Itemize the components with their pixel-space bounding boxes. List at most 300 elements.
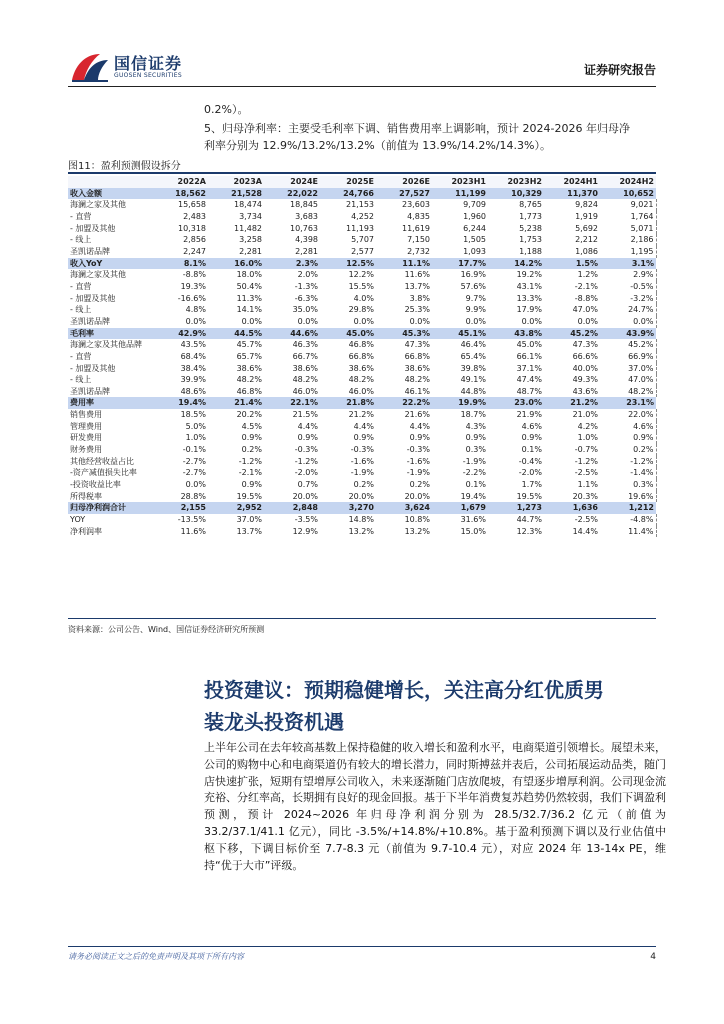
table-cell: 2.9% — [600, 269, 656, 281]
table-cell: -4.8% — [600, 514, 656, 526]
table-cell: 39.9% — [180, 375, 206, 385]
table-cell: 48.7% — [516, 386, 542, 396]
table-cell: 1,273 — [488, 502, 544, 514]
table-cell: -0.1% — [182, 445, 206, 455]
section-headline — [204, 674, 674, 738]
table-cell: 0.1% — [521, 445, 542, 455]
table-cell: 45.1% — [432, 328, 488, 340]
row-label: 研发费用 — [70, 433, 102, 443]
table-cell: 9.9% — [465, 305, 486, 315]
table-cell: -2.0% — [294, 468, 318, 478]
table-cell: 19.9% — [432, 397, 488, 409]
table-cell: 24.7% — [600, 304, 656, 316]
table-cell: 1,636 — [544, 502, 600, 514]
table-cell: 0.3% — [465, 445, 486, 455]
table-cell: 23,603 — [402, 200, 430, 210]
table-cell: 5,707 — [351, 235, 374, 245]
column-header: 2024H1 — [544, 176, 600, 188]
table-cell: 18.7% — [460, 410, 486, 420]
table-cell: 20.0% — [404, 491, 430, 501]
table-cell: 11,619 — [402, 223, 430, 233]
table-section-row — [68, 502, 656, 514]
table-cell: -2.7% — [182, 456, 206, 466]
table-cell: 17.7% — [432, 258, 488, 270]
table-cell: 8.1% — [152, 258, 208, 270]
table-cell: 37.0% — [600, 363, 656, 375]
row-label: 海澜之家及其他 — [70, 200, 126, 210]
table-cell: 1,188 — [519, 246, 542, 256]
table-cell: 13.7% — [236, 526, 262, 536]
row-label: - 线上 — [70, 235, 92, 245]
table-cell: -1.2% — [600, 456, 656, 468]
table-cell: 48.2% — [348, 375, 374, 385]
table-cell: 46.4% — [460, 340, 486, 350]
table-cell: -1.2% — [294, 456, 318, 466]
table-cell: -2.0% — [518, 468, 542, 478]
intro-line-2: 5、归母净利率：主要受毛利率下调、销售费用率上调影响，预计 2024-2026 年归母净 — [204, 122, 630, 135]
table-cell: 1,764 — [600, 211, 656, 223]
table-cell: 21.8% — [320, 397, 376, 409]
table-cell: 2,186 — [600, 234, 656, 246]
table-cell: 2,483 — [183, 211, 206, 221]
table-cell: -13.5% — [177, 515, 206, 525]
column-header: 2023H1 — [432, 176, 488, 188]
table-cell: -1.9% — [406, 468, 430, 478]
table-cell: 10.8% — [404, 515, 430, 525]
table-cell: 46.1% — [404, 386, 430, 396]
table-cell: 11,193 — [346, 223, 374, 233]
table-cell: 16.0% — [208, 258, 264, 270]
table-cell: 48.2% — [292, 375, 318, 385]
table-cell: 65.4% — [460, 351, 486, 361]
table-cell: 0.9% — [600, 432, 656, 444]
table-row — [68, 363, 656, 375]
table-cell: 0.2% — [409, 480, 430, 490]
figure-top-rule — [68, 172, 656, 174]
table-row — [68, 199, 656, 211]
logo-english-name: GUOSEN SECURITIES — [114, 72, 183, 79]
table-cell: 19.3% — [180, 281, 206, 291]
row-label: 费用率 — [68, 397, 152, 409]
table-cell: 48.2% — [600, 386, 656, 398]
table-cell: 47.0% — [600, 374, 656, 386]
table-cell: -0.3% — [294, 445, 318, 455]
table-cell: 57.6% — [460, 281, 486, 291]
column-header: 2023A — [208, 176, 264, 188]
table-cell: 1,505 — [463, 235, 486, 245]
table-cell: 4.6% — [600, 421, 656, 433]
table-cell: 21,153 — [346, 200, 374, 210]
table-cell: 39.8% — [460, 363, 486, 373]
table-cell: -1.3% — [294, 281, 318, 291]
column-header — [68, 176, 152, 188]
table-cell: 22.1% — [264, 397, 320, 409]
table-section-row — [68, 188, 656, 200]
section-headline-line-1: 投资建议：预期稳健增长，关注高分红优质男 — [204, 678, 604, 702]
table-cell: 21,528 — [208, 188, 264, 200]
table-cell: 2,212 — [575, 235, 598, 245]
row-label: 海澜之家及其他品牌 — [70, 340, 142, 350]
table-cell: 3,270 — [320, 502, 376, 514]
table-cell: -0.5% — [600, 281, 656, 293]
figure-title: 图11：盈利预测假设拆分 — [68, 161, 181, 172]
table-cell: 24,766 — [320, 188, 376, 200]
table-cell: 1.1% — [577, 480, 598, 490]
table-cell: 0.0% — [465, 316, 486, 326]
row-label: 圣凯诺品牌 — [70, 316, 110, 326]
table-cell: 3,258 — [239, 235, 262, 245]
table-row — [68, 386, 656, 398]
table-cell: 12.2% — [348, 270, 374, 280]
table-cell: 1,773 — [519, 211, 542, 221]
table-cell: 13.7% — [404, 281, 430, 291]
table-cell: -2.5% — [574, 515, 598, 525]
table-cell: 46.8% — [236, 386, 262, 396]
table-cell: -1.9% — [350, 468, 374, 478]
table-cell: 10,652 — [600, 188, 656, 200]
table-cell: 49.3% — [572, 375, 598, 385]
table-cell: 66.6% — [572, 351, 598, 361]
table-cell: 46.8% — [348, 340, 374, 350]
table-cell: 4.8% — [185, 305, 206, 315]
table-cell: 11.6% — [180, 526, 206, 536]
table-row — [68, 339, 656, 351]
table-cell: 46.0% — [348, 386, 374, 396]
table-cell: 1,212 — [600, 502, 656, 514]
table-cell: 4.4% — [297, 421, 318, 431]
row-label: 净利润率 — [70, 526, 102, 536]
table-cell: 21.2% — [544, 397, 600, 409]
table-cell: 2,281 — [239, 246, 262, 256]
row-label: 圣凯诺品牌 — [70, 246, 110, 256]
table-cell: 66.8% — [404, 351, 430, 361]
table-cell: 23.1% — [600, 397, 656, 409]
table-cell: -1.9% — [462, 456, 486, 466]
table-cell: 0.0% — [600, 316, 656, 328]
table-cell: 10,763 — [290, 223, 318, 233]
table-cell: 21.0% — [572, 410, 598, 420]
table-cell: -1.6% — [350, 456, 374, 466]
table-cell: 19.6% — [600, 491, 656, 503]
row-label: 其他经营收益占比 — [70, 456, 134, 466]
table-cell: 0.0% — [185, 480, 206, 490]
table-cell: 9,709 — [463, 200, 486, 210]
table-cell: 1.5% — [544, 258, 600, 270]
table-cell: 19.5% — [516, 491, 542, 501]
table-cell: 11,199 — [432, 188, 488, 200]
row-label: - 加盟及其他 — [70, 293, 116, 303]
table-row — [68, 479, 656, 491]
intro-line-1: 0.2%）。 — [204, 103, 249, 116]
table-cell: 38.6% — [292, 363, 318, 373]
row-label: - 线上 — [70, 305, 92, 315]
table-cell: 45.0% — [320, 328, 376, 340]
table-cell: 6,244 — [463, 223, 486, 233]
table-cell: 47.3% — [404, 340, 430, 350]
table-cell: 27,527 — [376, 188, 432, 200]
table-cell: 1,195 — [600, 246, 656, 258]
table-cell: 2,247 — [183, 246, 206, 256]
table-cell: 28.8% — [180, 491, 206, 501]
table-cell: 45.2% — [600, 339, 656, 351]
table-cell: 44.5% — [208, 328, 264, 340]
table-cell: 2,732 — [407, 246, 430, 256]
table-cell: 18,845 — [290, 200, 318, 210]
table-row — [68, 421, 656, 433]
table-cell: 11.6% — [404, 270, 430, 280]
table-cell: 0.0% — [241, 316, 262, 326]
table-section-row — [68, 328, 656, 340]
table-cell: 13.2% — [404, 526, 430, 536]
table-row — [68, 351, 656, 363]
table-cell: 45.2% — [544, 328, 600, 340]
table-cell: 13.2% — [348, 526, 374, 536]
row-label: YOY — [70, 515, 86, 525]
table-row — [68, 526, 656, 538]
table-cell: 2.0% — [297, 270, 318, 280]
table-cell: 44.6% — [264, 328, 320, 340]
table-cell: -2.7% — [182, 468, 206, 478]
table-cell: 31.6% — [460, 515, 486, 525]
row-label: 管理费用 — [70, 421, 102, 431]
column-header: 2024H2 — [600, 176, 656, 188]
table-cell: -2.5% — [574, 468, 598, 478]
table-cell: 2,577 — [351, 246, 374, 256]
table-cell: 3,683 — [295, 211, 318, 221]
table-cell: 2,281 — [295, 246, 318, 256]
table-cell: 0.1% — [465, 480, 486, 490]
table-section-row — [68, 397, 656, 409]
table-row — [68, 281, 656, 293]
table-cell: -8.8% — [182, 270, 206, 280]
table-cell: 17.9% — [516, 305, 542, 315]
column-header: 2024E — [264, 176, 320, 188]
table-cell: 21.2% — [348, 410, 374, 420]
table-cell: 0.9% — [297, 433, 318, 443]
figure-source: 资料来源：公司公告、Wind、国信证券经济研究所预测 — [68, 625, 265, 634]
table-cell: 0.9% — [241, 480, 262, 490]
row-label: - 加盟及其他 — [70, 223, 116, 233]
row-label: - 直营 — [70, 281, 92, 291]
table-cell: 12.5% — [320, 258, 376, 270]
row-label: - 直营 — [70, 351, 92, 361]
table-row — [68, 223, 656, 235]
row-label: - 线上 — [70, 375, 92, 385]
table-cell: 43.9% — [600, 328, 656, 340]
row-label: 海澜之家及其他 — [70, 270, 126, 280]
table-cell: 20.0% — [292, 491, 318, 501]
column-header: 2023H2 — [488, 176, 544, 188]
table-cell: 12.3% — [516, 526, 542, 536]
table-cell: 35.0% — [292, 305, 318, 315]
table-cell: 1.2% — [577, 270, 598, 280]
table-cell: -3.5% — [294, 515, 318, 525]
table-cell: -3.2% — [600, 293, 656, 305]
row-label: 所得税率 — [70, 491, 102, 501]
column-header: 2026E — [376, 176, 432, 188]
table-row — [68, 409, 656, 421]
table-cell: 11,482 — [234, 223, 262, 233]
table-cell: 0.0% — [577, 316, 598, 326]
table-cell: 14.1% — [236, 305, 262, 315]
table-cell: 4,398 — [295, 235, 318, 245]
table-cell: 45.3% — [376, 328, 432, 340]
table-cell: 0.9% — [521, 433, 542, 443]
table-cell: 4,835 — [407, 211, 430, 221]
table-cell: -0.7% — [574, 445, 598, 455]
table-cell: -2.1% — [574, 281, 598, 291]
table-cell: 19.4% — [460, 491, 486, 501]
table-row — [68, 211, 656, 223]
table-cell: 21.4% — [208, 397, 264, 409]
table-cell: 3.8% — [409, 293, 430, 303]
table-cell: -6.3% — [294, 293, 318, 303]
table-cell: 65.7% — [236, 351, 262, 361]
table-cell: 0.0% — [185, 316, 206, 326]
row-label: 销售费用 — [70, 410, 102, 420]
table-row — [68, 269, 656, 281]
table-cell: 3,624 — [376, 502, 432, 514]
table-cell: 15.0% — [460, 526, 486, 536]
table-cell: 37.0% — [236, 515, 262, 525]
table-cell: 38.6% — [236, 363, 262, 373]
table-row — [68, 456, 656, 468]
table-cell: -1.4% — [600, 467, 656, 479]
report-type: 证券研究报告 — [583, 63, 656, 77]
table-cell: 11,370 — [544, 188, 600, 200]
table-cell: 37.1% — [516, 363, 542, 373]
row-label: 财务费用 — [70, 445, 102, 455]
table-cell: 4.4% — [409, 421, 430, 431]
table-cell: 4.2% — [577, 421, 598, 431]
table-cell: 46.0% — [292, 386, 318, 396]
table-cell: 20.0% — [348, 491, 374, 501]
header-divider — [68, 86, 656, 87]
table-cell: 4.6% — [521, 421, 542, 431]
table-cell: 1.0% — [577, 433, 598, 443]
table-cell: 68.4% — [180, 351, 206, 361]
table-header-row — [68, 176, 656, 188]
table-cell: 4.0% — [353, 293, 374, 303]
table-cell: 1,679 — [432, 502, 488, 514]
table-cell: 40.0% — [572, 363, 598, 373]
table-row — [68, 514, 656, 526]
table-cell: 0.9% — [353, 433, 374, 443]
table-cell: 18,562 — [152, 188, 208, 200]
table-cell: 5,692 — [575, 223, 598, 233]
row-label: 收入金额 — [68, 188, 152, 200]
table-cell: 9,021 — [600, 199, 656, 211]
figure-bottom-rule — [68, 618, 656, 619]
table-cell: 43.8% — [488, 328, 544, 340]
table-row — [68, 246, 656, 258]
table-cell: 2,155 — [152, 502, 208, 514]
table-cell: 38.6% — [404, 363, 430, 373]
table-cell: 11.3% — [236, 293, 262, 303]
table-cell: 0.9% — [241, 433, 262, 443]
table-cell: 16.9% — [460, 270, 486, 280]
table-cell: 43.1% — [516, 281, 542, 291]
table-cell: -0.3% — [406, 445, 430, 455]
table-cell: 14.8% — [348, 515, 374, 525]
table-cell: -1.6% — [406, 456, 430, 466]
table-cell: 1.7% — [521, 480, 542, 490]
table-cell: 49.1% — [460, 375, 486, 385]
section-headline-line-2: 装龙头投资机遇 — [204, 710, 344, 734]
row-label: 圣凯诺品牌 — [70, 386, 110, 396]
table-cell: 14.4% — [572, 526, 598, 536]
table-cell: 21.6% — [404, 410, 430, 420]
table-cell: 22.2% — [376, 397, 432, 409]
table-row — [68, 316, 656, 328]
page-header — [0, 0, 724, 92]
table-cell: 46.3% — [292, 340, 318, 350]
table-cell: 0.9% — [409, 433, 430, 443]
table-cell: 20.2% — [236, 410, 262, 420]
table-cell: 19.5% — [236, 491, 262, 501]
profit-forecast-table — [68, 176, 657, 537]
table-cell: 66.9% — [600, 351, 656, 363]
intro-line-3: 利率分别为 12.9%/13.2%/13.2%（前值为 13.9%/14.2%/14.3%）。 — [204, 139, 551, 152]
table-row — [68, 374, 656, 386]
table-cell: 3.1% — [600, 258, 656, 270]
table-cell: 4,252 — [351, 211, 374, 221]
table-cell: 9,824 — [575, 200, 598, 210]
row-label: 毛利率 — [68, 328, 152, 340]
table-cell: 0.2% — [600, 444, 656, 456]
column-header: 2025E — [320, 176, 376, 188]
table-row — [68, 491, 656, 503]
table-cell: 21.5% — [292, 410, 318, 420]
table-cell: 12.9% — [292, 526, 318, 536]
table-cell: 0.9% — [465, 433, 486, 443]
table-cell: 0.7% — [297, 480, 318, 490]
row-label: - 直营 — [70, 211, 92, 221]
table-cell: 1,093 — [463, 246, 486, 256]
table-cell: 50.4% — [236, 281, 262, 291]
table-cell: 2.3% — [264, 258, 320, 270]
table-cell: 9.7% — [465, 293, 486, 303]
table-cell: 43.5% — [180, 340, 206, 350]
table-cell: 0.0% — [409, 316, 430, 326]
table-cell: 2,952 — [208, 502, 264, 514]
table-cell: -16.6% — [177, 293, 206, 303]
table-cell: 22.0% — [600, 409, 656, 421]
table-cell: 1,960 — [463, 211, 486, 221]
table-cell: 42.9% — [152, 328, 208, 340]
row-label: 归母净利润合计 — [68, 502, 152, 514]
guosen-logo — [70, 50, 270, 86]
table-cell: -1.2% — [238, 456, 262, 466]
table-cell: 45.0% — [516, 340, 542, 350]
table-cell: 19.2% — [516, 270, 542, 280]
table-cell: 38.4% — [180, 363, 206, 373]
guosen-logo-icon — [70, 50, 110, 84]
table-cell: 4.5% — [241, 421, 262, 431]
table-cell: 3,734 — [239, 211, 262, 221]
table-cell: 66.7% — [292, 351, 318, 361]
table-row — [68, 304, 656, 316]
table-cell: 15.5% — [348, 281, 374, 291]
table-cell: 19.4% — [152, 397, 208, 409]
table-cell: 44.8% — [460, 386, 486, 396]
row-label: -投资收益比率 — [70, 480, 121, 490]
table-row — [68, 432, 656, 444]
table-cell: 7,150 — [407, 235, 430, 245]
table-cell: 13.3% — [516, 293, 542, 303]
table-cell: 23.0% — [488, 397, 544, 409]
table-cell: -0.3% — [350, 445, 374, 455]
